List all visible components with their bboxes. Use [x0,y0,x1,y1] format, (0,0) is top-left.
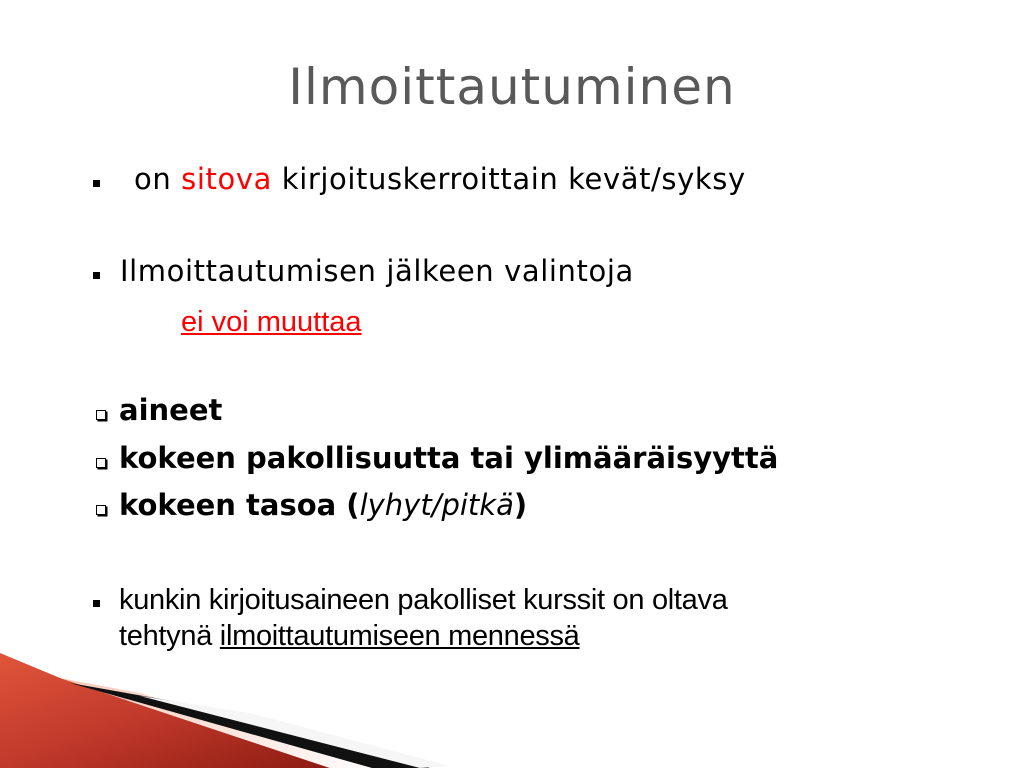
underlined-text: ilmoittautumiseen mennessä [219,620,580,652]
bullet-item-binding [134,162,746,196]
checkbox-bullet-icon [96,505,106,515]
highlight-text: sitova [181,162,272,196]
bullet-item-changes: Ilmoittautumisen jälkeen valintoja [120,254,634,288]
checkbox-bullet-icon [96,410,106,420]
square-bullet-icon [93,272,100,279]
item-text: tehtynä [119,620,213,652]
bullet-item-courses: kunkin kirjoitusaineen pakolliset kurssit on oltava [119,584,728,616]
checklist-item: kokeen pakollisuutta tai ylimääräisyyttä [119,441,779,475]
note-text: ei voi muuttaa [181,306,362,338]
checklist-item [119,488,527,522]
square-bullet-icon [93,600,100,607]
slide-title: Ilmoittautuminen [288,58,736,116]
decorative-swoosh [0,638,1024,768]
checkbox-bullet-icon [96,458,106,468]
checklist-item: aineet [119,393,223,427]
italic-text: lyhyt/pitkä [359,488,514,522]
item-text: on [134,162,172,196]
item-text: kokeen tasoa ( [119,488,360,522]
item-text: kirjoituskerroittain kevät/syksy [281,162,746,196]
square-bullet-icon [93,180,100,187]
item-text: ) [513,488,528,522]
